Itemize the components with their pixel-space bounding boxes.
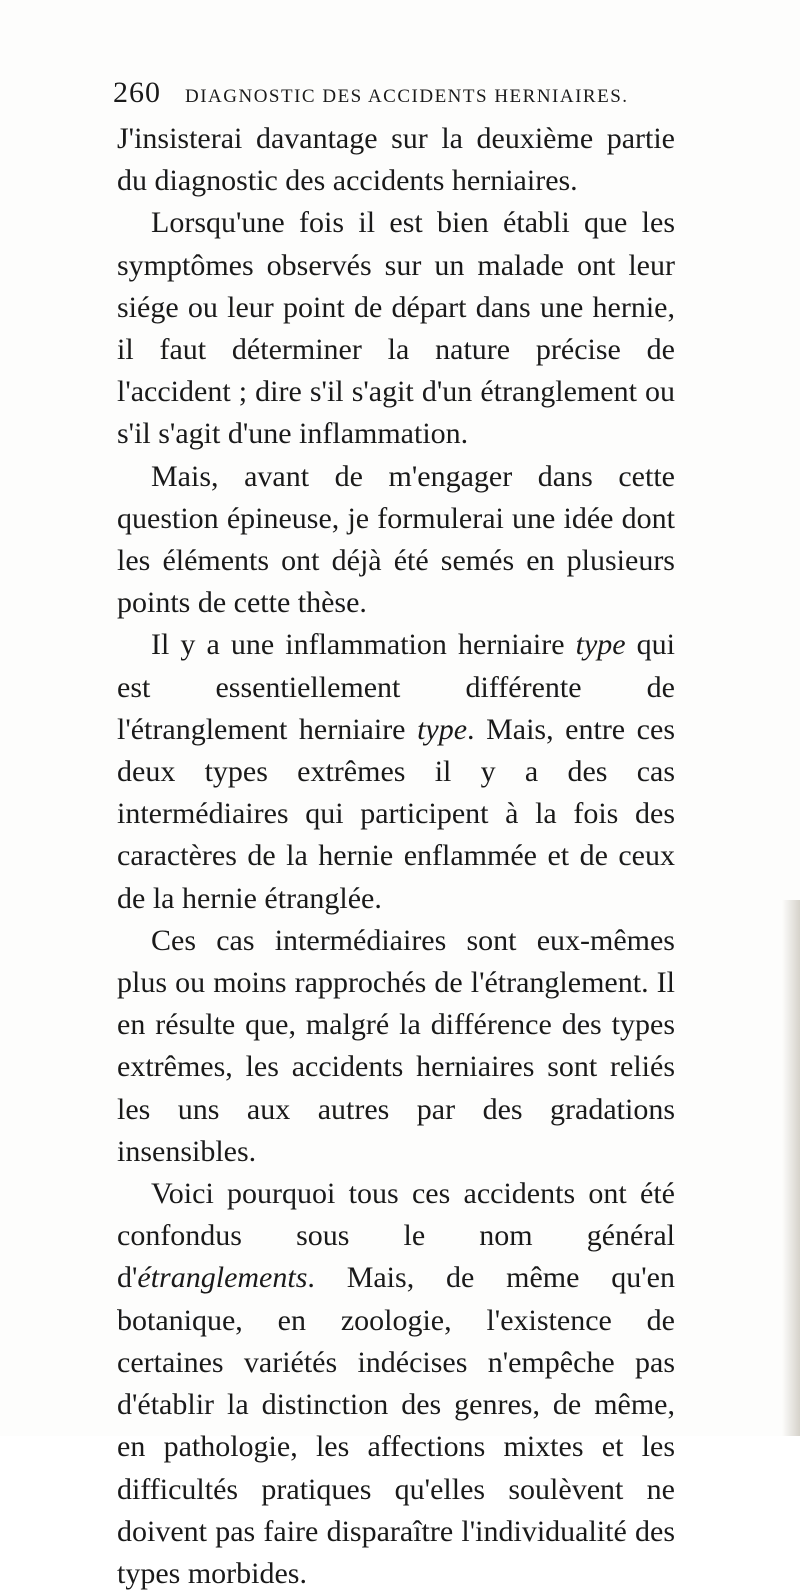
italic-term: type bbox=[417, 712, 468, 746]
italic-term: type bbox=[575, 628, 626, 662]
running-head bbox=[113, 76, 673, 116]
paragraph-4 bbox=[117, 624, 675, 919]
paragraph-5 bbox=[117, 920, 675, 1173]
running-title: DIAGNOSTIC DES ACCIDENTS HERNIAIRES. bbox=[185, 86, 629, 107]
paragraph-1 bbox=[117, 118, 675, 202]
paragraph-6 bbox=[117, 1173, 675, 1595]
page-edge-shadow bbox=[782, 900, 800, 1436]
page-number: 260 bbox=[113, 76, 161, 109]
paragraph-text: Ces cas intermédiaires sont eux-mêmes plus ou moins rapprochés de l'étranglement. Il en résulte que, malgré la différence des types extrêmes, les accidents herniaires sont reliés les uns aux autres par des gradations insensibles. bbox=[117, 923, 675, 1168]
paragraph-text: J'insisterai davantage sur la deuxième partie du diagnostic des accidents herniaires. bbox=[117, 122, 675, 198]
paragraph-3 bbox=[117, 456, 675, 625]
paragraph-text: . Mais, entre ces deux types extrêmes il y a des cas intermédiaires qui participent à la fois des caractères de la hernie enflammée et de ceux de la hernie étranglée. bbox=[117, 712, 675, 915]
paragraph-text: Voici pourquoi tous ces accidents ont été confondus sous le nom général d' bbox=[117, 1177, 675, 1295]
paragraph-text: qui est essentiellement différente de l'étranglement herniaire bbox=[117, 628, 676, 746]
paragraph-text: Il y a une inflammation herniaire bbox=[151, 628, 576, 662]
italic-term: étranglements bbox=[137, 1261, 308, 1295]
paragraph-text: Lorsqu'une fois il est bien établi que les symptômes observés sur un malade ont leur siége ou leur point de départ dans une hernie, il faut déterminer la nature précise de l'accident ; dire s'il s'agit d'un étranglement ou s'il s'agit d'une inflammation. bbox=[117, 206, 675, 451]
body-text bbox=[117, 118, 675, 1595]
paragraph-2 bbox=[117, 202, 675, 455]
paragraph-text: Mais, avant de m'engager dans cette question épineuse, je formulerai une idée dont les éléments ont déjà été semés en plusieurs points de cette thèse. bbox=[117, 459, 675, 620]
paragraph-text: . Mais, de même qu'en botanique, en zoologie, l'existence de certaines variétés indécises n'empêche pas d'établir la distinction des genres, de même, en pathologie, les affections mixtes et les difficultés pratiques qu'elles soulèvent ne doivent pas faire disparaître l'individualité des types morbides. bbox=[117, 1261, 675, 1590]
